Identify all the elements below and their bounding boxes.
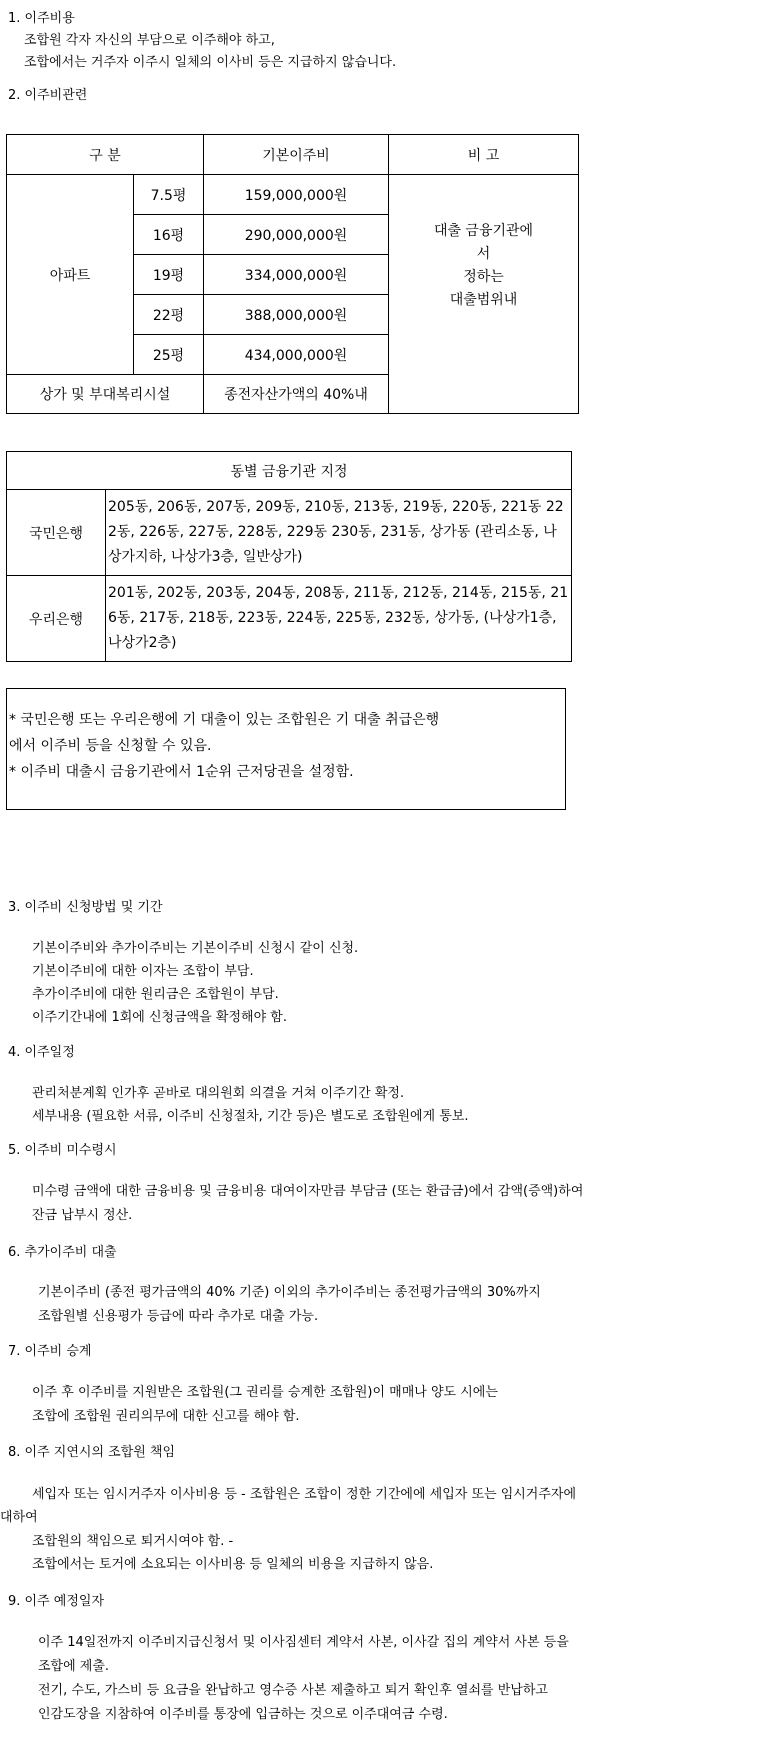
- section-6-heading: 6. 추가이주비 대출: [8, 1245, 117, 1260]
- section-3-line-1: 기본이주비와 추가이주비는 기본이주비 신청시 같이 신청.: [32, 941, 359, 956]
- header-category: 구 분: [7, 135, 204, 175]
- section-6-line-2: 조합원별 신용평가 등급에 따라 추가로 대출 가능.: [38, 1309, 319, 1324]
- section-4-heading: 4. 이주일정: [8, 1045, 75, 1060]
- section-3-line-2: 기본이주비에 대한 이자는 조합이 부담.: [32, 964, 254, 979]
- section-1-heading: 1. 이주비용: [8, 11, 75, 26]
- section-9-line-4: 인감도장을 지참하여 이주비를 통장에 입금하는 것으로 이주대여금 수령.: [38, 1707, 448, 1722]
- section-4-line-1: 관리처분계획 인가후 곧바로 대의원회 의결을 거쳐 이주기간 확정.: [32, 1086, 405, 1101]
- note-line: * 이주비 대출시 금융기관에서 1순위 근저당권을 설정함.: [9, 764, 354, 780]
- note-line: 에서 이주비 등을 신청할 수 있음.: [9, 738, 212, 754]
- section-7-heading: 7. 이주비 승계: [8, 1344, 92, 1359]
- bank-assignment-table: [6, 451, 572, 662]
- apartment-label: 아파트: [7, 175, 134, 375]
- section-8-heading: 8. 이주 지연시의 조합원 책임: [8, 1445, 176, 1460]
- note-line: * 국민은행 또는 우리은행에 기 대출이 있는 조합원은 기 대출 취급은행: [9, 712, 440, 728]
- section-9-line-3: 전기, 수도, 가스비 등 요금을 완납하고 영수증 사본 제출하고 퇴거 확인후 열쇠를 반납하고: [38, 1683, 548, 1698]
- section-8-line-3: 조합원의 책임으로 퇴거시여야 함. -: [32, 1534, 234, 1549]
- section-3-heading: 3. 이주비 신청방법 및 기간: [8, 900, 163, 915]
- bank-dongs-kookmin: 205동, 206동, 207동, 209동, 210동, 213동, 219동, 220동, 221동 222동, 226동, 227동, 228동, 229동 230동, 231동, 상가동 (관리소동, 나상가지하, 나상가3층, 일반상가): [106, 490, 572, 576]
- unit-amount: 290,000,000원: [204, 215, 389, 255]
- header-note: 비 고: [389, 135, 579, 175]
- relocation-cost-table: [6, 134, 579, 414]
- bank-name-kookmin: 국민은행: [7, 490, 106, 576]
- unit-amount: 388,000,000원: [204, 295, 389, 335]
- section-7-line-2: 조합에 조합원 권리의무에 대한 신고를 해야 함.: [32, 1409, 300, 1424]
- section-5-heading: 5. 이주비 미수령시: [8, 1143, 117, 1158]
- unit-size: 22평: [134, 295, 204, 335]
- loan-note-cell: [389, 175, 579, 414]
- bank-table-title: 동별 금융기관 지정: [7, 452, 572, 490]
- unit-amount: 334,000,000원: [204, 255, 389, 295]
- header-basic-relocation-cost: 기본이주비: [204, 135, 389, 175]
- loan-note-line: 대출범위내: [449, 292, 518, 308]
- unit-size: 19평: [134, 255, 204, 295]
- section-5-line-1: 미수령 금액에 대한 금융비용 및 금융비용 대여이자만큼 부담금 (또는 환급금)에서 감액(증액)하여: [32, 1184, 584, 1199]
- section-3-line-3: 추가이주비에 대한 원리금은 조합원이 부담.: [32, 987, 279, 1002]
- section-7-line-1: 이주 후 이주비를 지원받은 조합원(그 권리를 승계한 조합원)이 매매나 양도 시에는: [32, 1385, 498, 1400]
- section-6-line-1: 기본이주비 (종전 평가금액의 40% 기준) 이외의 추가이주비는 종전평가금액의 30%까지: [38, 1285, 541, 1300]
- unit-amount: 434,000,000원: [204, 335, 389, 375]
- bank-dongs-woori: 201동, 202동, 203동, 204동, 208동, 211동, 212동, 214동, 215동, 216동, 217동, 218동, 223동, 224동, 225동, 232동, 상가동, (나상가1층, 나상가2층): [106, 576, 572, 662]
- section-9-line-2: 조합에 제출.: [38, 1659, 110, 1674]
- bank-name-woori: 우리은행: [7, 576, 106, 662]
- unit-size: 16평: [134, 215, 204, 255]
- loan-notes-box: [6, 688, 566, 810]
- section-1-line-1: 조합원 각자 자신의 부담으로 이주해야 하고,: [24, 33, 275, 48]
- commercial-facilities-amount: 종전자산가액의 40%내: [204, 375, 389, 414]
- loan-note-line: 서: [476, 246, 491, 262]
- section-9-line-1: 이주 14일전까지 이주비지급신청서 및 이사짐센터 계약서 사본, 이사갈 집의 계약서 사본 등을: [38, 1635, 569, 1650]
- loan-note-line: 대출 금융기관에: [433, 223, 534, 239]
- section-8-line-2: 대하여: [0, 1510, 38, 1525]
- unit-amount: 159,000,000원: [204, 175, 389, 215]
- section-5-line-2: 잔금 납부시 정산.: [32, 1208, 133, 1223]
- unit-size: 7.5평: [134, 175, 204, 215]
- section-9-heading: 9. 이주 예정일자: [8, 1594, 105, 1609]
- section-1-line-2: 조합에서는 거주자 이주시 일체의 이사비 등은 지급하지 않습니다.: [24, 55, 397, 70]
- section-8-line-1: 세입자 또는 임시거주자 이사비용 등 - 조합원은 조합이 정한 기간에에 세입자 또는 임시거주자에: [32, 1487, 577, 1502]
- commercial-facilities-label: 상가 및 부대복리시설: [7, 375, 204, 414]
- unit-size: 25평: [134, 335, 204, 375]
- section-3-line-4: 이주기간내에 1회에 신청금액을 확정해야 함.: [32, 1010, 287, 1025]
- loan-note-line: 정하는: [463, 269, 504, 285]
- section-2-heading: 2. 이주비관련: [8, 88, 88, 103]
- section-8-line-4: 조합에서는 토거에 소요되는 이사비용 등 일체의 비용을 지급하지 않음.: [32, 1557, 434, 1572]
- section-4-line-2: 세부내용 (필요한 서류, 이주비 신청절차, 기간 등)은 별도로 조합원에게 통보.: [32, 1109, 469, 1124]
